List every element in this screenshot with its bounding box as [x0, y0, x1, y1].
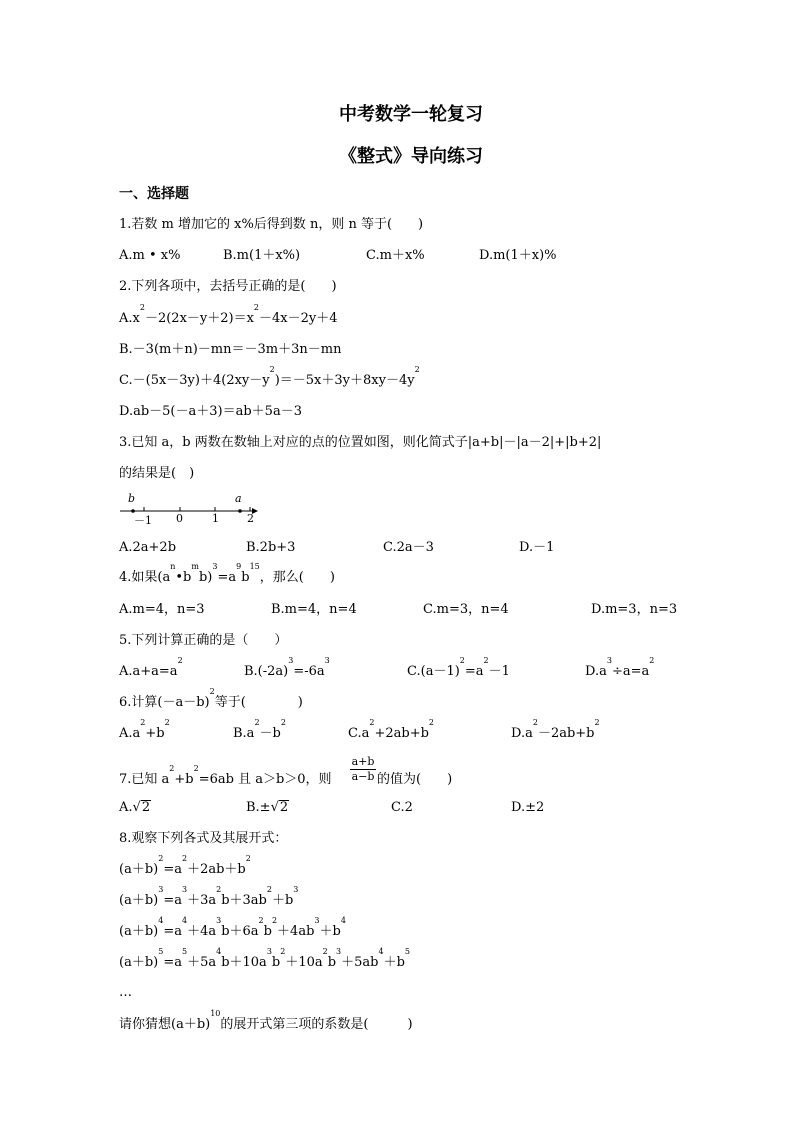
q2-option-b: B.－3(m＋n)－mn＝－3m＋3n－mn	[119, 342, 342, 357]
q7-option-d: D.±2	[511, 800, 545, 815]
fraction-numerator: a+b	[351, 755, 375, 768]
fraction-denominator: a−b	[351, 770, 375, 783]
expansion-line-4: $(a+b)^4=a^4+4a^3b+6a^2b^2+4ab^3+b^4$	[119, 916, 346, 939]
number-line-tick-label: 2	[247, 512, 254, 525]
fraction-a-plus-b-over-a-minus-b	[350, 756, 376, 783]
q6-option-a: $A.a^2+b^2$	[119, 718, 170, 741]
question-4-stem: 4.如果$(a^n•b^mb)^3=a^9b^{15}$，那么( )	[119, 562, 335, 585]
q1-option-a: A.m • x%	[119, 248, 181, 263]
q1-option-b: B.m(1＋x%)	[223, 248, 301, 263]
number-line-tick-label: 0	[176, 512, 183, 525]
question-8-stem: 8.观察下列各式及其展开式：	[119, 831, 288, 846]
q3-option-c: C.2a－3	[383, 540, 434, 555]
q6-option-d: $D.a^2-2ab+b^2$	[511, 718, 600, 741]
q4-option-b: B.m=4，n=4	[271, 602, 357, 617]
expansion-line-3: $(a+b)^3=a^3+3a^2b+3ab^2+b^3$	[119, 885, 299, 908]
question-7-stem-cont: 的值为( )	[377, 772, 453, 787]
q3-option-a: A.2a+2b	[119, 540, 177, 555]
page-subtitle: 《整式》导向练习	[339, 146, 483, 167]
q1-option-c: C.m＋x%	[366, 248, 425, 263]
number-line-label-a: a	[235, 492, 242, 505]
q4-option-d: D.m=3，n=3	[591, 602, 678, 617]
q3-option-d: D.－1	[519, 540, 555, 555]
radicand: 2	[279, 800, 289, 815]
q5-option-a: $A.a+a=a^2$	[119, 656, 183, 679]
point-a	[238, 509, 242, 513]
q3-option-b: B.2b+3	[246, 540, 296, 555]
ellipsis: …	[119, 985, 132, 1000]
question-3-stem: 3.已知 a，b 两数在数轴上对应的点的位置如图，则化简式子|a+b|－|a－2|+|b+2|	[119, 435, 602, 450]
q6-option-b: $B.a^2-b^2$	[233, 718, 286, 741]
question-1-stem: 1.若数 m 增加它的 x%后得到数 n，则 n 等于( )	[119, 217, 424, 232]
question-8-ask: 请你猜想$(a+b)^{10}$的展开式第三项的系数是( )	[119, 1009, 413, 1032]
question-3-stem-cont: 的结果是( )	[119, 466, 195, 481]
q6-option-c: $C.a^2+2ab+b^2$	[348, 718, 435, 741]
question-2-stem: 2.下列各项中，去括号正确的是( )	[119, 279, 337, 294]
q5-option-c: $C.(a-1)^2=a^2-1$	[407, 656, 510, 679]
q2-option-a: $A.x^2-2(2x-y+2)=x^2-4x-2y+4$	[119, 303, 338, 326]
q2-option-c: $C.-(5x-3y)+4(2xy-y^2)=-5x+3y+8xy-4y^2$	[119, 365, 420, 388]
q4-option-a: A.m=4，n=3	[119, 602, 205, 617]
page-title: 中考数学一轮复习	[339, 104, 483, 125]
q4-option-c: C.m=3，n=4	[423, 602, 509, 617]
radicand: 2	[141, 800, 151, 815]
q7-option-b: B.±√2	[246, 800, 289, 815]
number-line-tick-label: 1	[212, 512, 219, 525]
section-heading: 一、选择题	[119, 186, 189, 202]
q5-option-d: $D.a^3\div a=a^2$	[585, 656, 655, 679]
q2-option-d: D.ab－5(－a＋3)＝ab＋5a－3	[119, 404, 302, 419]
q7-option-a: A.√2	[119, 800, 151, 815]
expansion-line-2: $(a+b)^2=a^2+2ab+b^2$	[119, 854, 251, 877]
expansion-line-5: $(a+b)^5=a^5+5a^4b+10a^3b^2+10a^2b^3+5ab^4+b^5$	[119, 947, 410, 970]
question-5-stem: 5.下列计算正确的是（ ）	[119, 633, 288, 648]
question-6-stem: 6.计算$(-a-b)^2$等于( )	[119, 687, 303, 710]
number-line-label-b: b	[128, 492, 136, 505]
number-line-tick-label: －1	[134, 514, 152, 527]
q1-option-d: D.m(1＋x)%	[479, 248, 557, 263]
question-7-stem: 7.已知 $a^2+b^2=6ab$ 且 a＞b＞0，则	[119, 764, 332, 787]
q5-option-b: $B.(-2a)^3=-6a^3$	[244, 656, 330, 679]
q7-option-c: C.2	[391, 800, 413, 815]
